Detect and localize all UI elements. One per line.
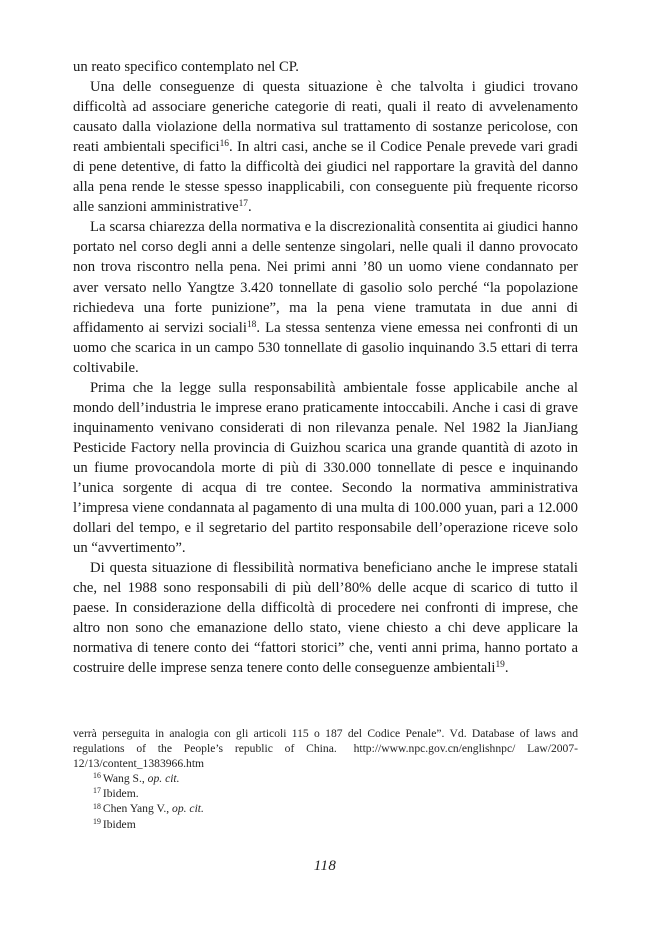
body-paragraph: un reato specifico contemplato nel CP. [73,59,299,75]
footnote-reference[interactable]: 16 [219,139,229,150]
italic-text: op. cit. [172,802,204,816]
footnote-marker: 17 [93,786,101,796]
body-paragraph: Prima che la legge sulla responsabilità ambientale fosse applicabile anche al mondo dell’industria le imprese erano praticamente intoccabili. Anche i casi di grave inquinamento venivano considerati di non rilevanza penale. Nel 1982 la JianJiang Pesticide Factory nella provincia di Guizhou scarica una grande quantità di azoto in un fiume provocandola morte di più di 330.000 tonnellate di pesce e inquinando l’unica sorgente di acqua di tre contee. Secondo la normativa amministrativa l’impresa viene condannata al pagamento di una multa di 100.000 yuan, pari a 12.000 dollari del tempo, e il segretario del partito responsabile dell’operazione riceve solo un “avvertimento”. [73,379,578,557]
body-paragraph: Una delle conseguenze di questa situazione è che talvolta i giudici trovano difficoltà ad associare generiche categorie di reati, quali il reato di avvelenamento causato dalla violazione della normativa sul trattamento di sostanze pericolose, con reati ambientali specifici$^{16}$. In altri casi, anche se il Codice Penale prevede vari gradi di pene detentive, di fatto la difficoltà dei giudici nel rapportare la gravità del danno alla pena rende le stesse spesso inapplicabili, con conseguente più frequente ricorso alle sanzioni amministrative$^{17}$. [73,79,578,216]
body-paragraph: Di questa situazione di flessibilità normativa beneficiano anche le imprese statali che, nel 1988 sono responsabili di più dell’80% delle acque di scarico di tutto il paese. In considerazione della difficoltà di procedere nei confronti di imprese, che altro non sono che emanazione dello stato, viene chiesto a chi deve applicare la normativa di tenere conto dei “fattori storici” che, venti anni prima, hanno portato a costruire delle imprese senza tenere conto delle conseguenze ambientali$^{19}$. [73,560,578,677]
footnote-item: $^{19}$ Ibidem [93,816,136,831]
body-text-block [73,57,578,678]
footnote-block [73,726,578,832]
footnote-marker: 18 [93,801,101,811]
footnote-marker: 19 [93,816,101,826]
footnote-reference[interactable]: 18 [246,319,257,330]
footnote-reference[interactable]: 19 [495,660,505,671]
body-paragraph: La scarsa chiarezza della normativa e la discrezionalità consentita ai giudici hanno portato nel corso degli anni a delle sentenze singolari, nelle quali il danno provocato non trova riscontro nella pena. Nei primi anni ’80 un uomo viene condannato per aver versato nello Yangtze 3.420 tonnellate di gasolio solo perché “la popolazione richiedeva una forte punizione”, ma la pena viene tramutata in due anni di affidamento ai servizi sociali$^{18}$. La stessa sentenza viene emessa nei confronti di un uomo che scarica in un campo 530 tonnellate di gasolio inquinando 3.5 ettari di terra coltivabile. [73,219,578,376]
footnote-item: $^{16}$ Wang S., op. cit. [93,771,180,786]
footnote-item: $^{17}$ Ibidem. [93,786,139,801]
footnote-marker: 16 [93,771,101,781]
footnote-continuation: verrà perseguita in analogia con gli articoli 115 o 187 del Codice Penale”. Vd. Database of laws and regulations of the People’s republic of China. http://www.npc.gov.cn/englishnpc/ Law/2007-12/13/content_1383966.htm [73,727,578,771]
footnote-item: $^{18}$ Chen Yang V., op. cit. [93,801,204,816]
italic-text: op. cit. [147,772,180,786]
page-number: 118 [313,858,337,874]
footnote-reference[interactable]: 17 [238,199,248,210]
